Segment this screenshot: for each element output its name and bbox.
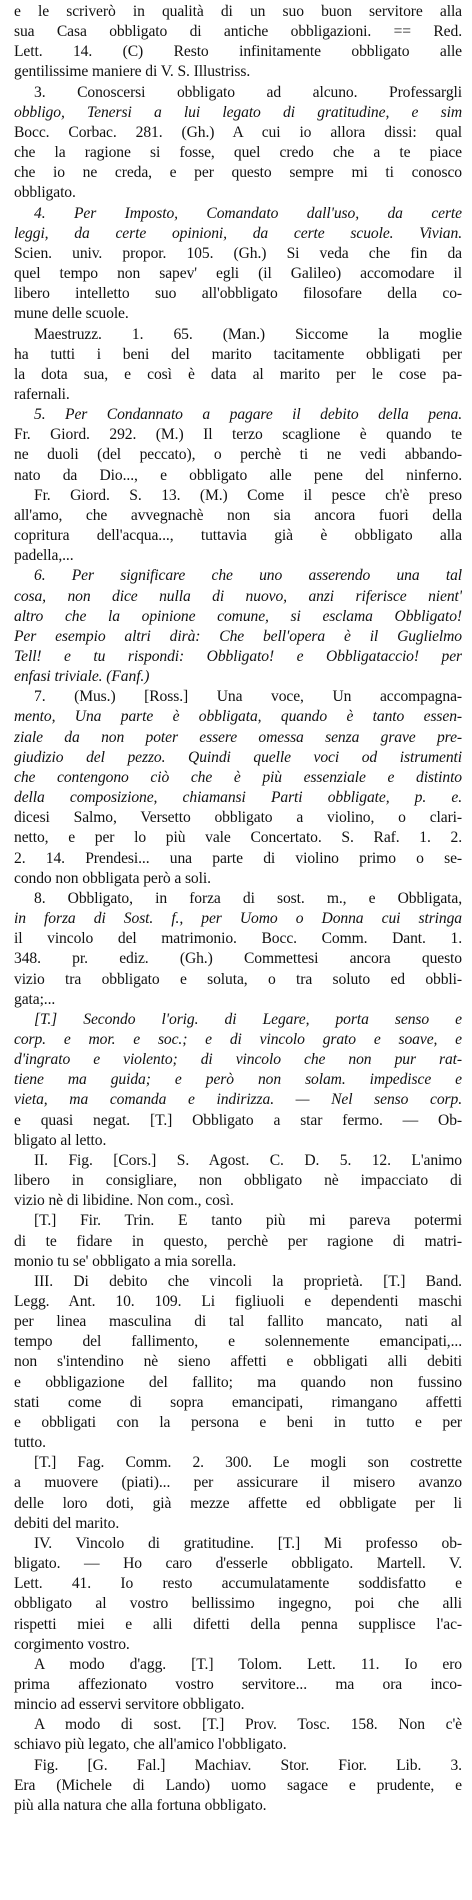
text-line: ziale da non poter essere omessa senza grave pre- <box>14 728 462 746</box>
text-line: che io ne creda, e per questo sempre mi ti conosco <box>14 164 462 182</box>
text-line: Fr. Giord. 292. (M.) Il terzo scaglione è quando te <box>14 426 462 444</box>
text-line: che la ragione si fosse, quel credo che a te piace <box>14 144 462 162</box>
text-line: Lett. 41. Io resto accumulatamente soddisfatto e <box>14 1575 462 1593</box>
sense-4-heading: 4. Per Imposto, Comandato dall'uso, da certe <box>34 204 462 222</box>
text-line: il vincolo del matrimonio. Bocc. Comm. Dant. 1. <box>14 930 462 948</box>
text-line: debiti del marito. <box>14 1514 120 1532</box>
text-line: gata;... <box>14 990 56 1008</box>
text-line: tutto. <box>14 1434 46 1452</box>
text-line: Scien. univ. propor. 105. (Gh.) Si veda che fin da <box>14 244 462 262</box>
text-line: la dota sua, e così è data al marito per le cose pa- <box>14 365 462 383</box>
subsense-line: A modo di sost. [T.] Prov. Tosc. 158. Non c'è <box>34 1716 462 1734</box>
text-line: d'ingrato e violento; di vincolo che non pur rat- <box>14 1051 462 1069</box>
text-line: gentilissime maniere di V. S. Illustriss. <box>14 63 251 81</box>
text-line: enfasi triviale. (Fanf.) <box>14 668 150 686</box>
text-line: stati come di sopra emancipati, rimangano affetti <box>14 1393 462 1411</box>
text-line: dicesi Salmo, Versetto obbligato a violino, o clari- <box>14 809 462 827</box>
citation-line: Maestruzz. 1. 65. (Man.) Siccome la moglie <box>34 325 462 343</box>
text-line: per linea masculina di tal fallito mancato, nati al <box>14 1313 462 1331</box>
text-line: prima affezionato vostro servitore... ma ora inco- <box>14 1675 462 1693</box>
text-line: delle loro doti, già mezze affette ed obbligate per li <box>14 1494 462 1512</box>
text-line: leggi, da certe opinioni, da certe scuole. Vivian. <box>14 224 462 242</box>
sense-8-heading: 8. Obbligato, in forza di sost. m., e Obbligata, <box>34 889 462 907</box>
text-line: monio tu se' obbligato a mia sorella. <box>14 1252 237 1270</box>
text-line: più alla natura che alla fortuna obbligato. <box>14 1796 267 1814</box>
text-line: mincio ad esservi servitore obbligato. <box>14 1696 245 1714</box>
text-line: padella,... <box>14 547 74 565</box>
text-line: all'amo, che avvegnachè non sia ancora fuori della <box>14 506 462 524</box>
tommaseo-note-line: [T.] Secondo l'orig. di Legare, porta senso e <box>34 1010 462 1028</box>
text-line: sua Casa obbligato di antiche obbligazioni. == Red. <box>14 23 462 41</box>
text-line: copritura dell'acqua..., tuttavia già è obbligato alla <box>14 527 462 545</box>
text-line: obbligato al vostro bellissimo ingegno, poi che alli <box>14 1595 462 1613</box>
text-line: vizio tra obbligato e soluta, o tra soluto ed obbli- <box>14 970 462 988</box>
text-line: giudizio del pezzo. Quindi quelle voci od istrumenti <box>14 748 462 766</box>
text-line: e obbligazione del fallito; ma quando non fussino <box>14 1373 462 1391</box>
text-line: Legg. Ant. 10. 109. Li figliuoli e dependenti maschi <box>14 1293 462 1310</box>
text-line: vieta, ma comanda e indirizza. — Nel senso corp. <box>14 1091 462 1109</box>
sense-7-heading: 7. (Mus.) [Ross.] Una voce, Un accompagna- <box>34 688 462 706</box>
text-line: tiene ma guida; e però non solam. impedisce e <box>14 1071 462 1089</box>
text-line: quel tempo non sapev' egli (il Galileo) accomodare il <box>14 265 462 283</box>
text-line: vizio nè di libidine. Non com., così. <box>14 1192 234 1210</box>
text-line: condo non obbligata però a soli. <box>14 869 211 887</box>
sense-5-heading: 5. Per Condannato a pagare il debito della pena. <box>34 406 462 424</box>
text-line: tempo del fallimento, e solennemente emancipati,... <box>14 1333 462 1351</box>
text-line: Lett. 14. (C) Resto infinitamente obbligato alle <box>14 43 462 61</box>
text-line: ne duoli (del peccato), o perchè ti ne vedi abbando- <box>14 446 462 464</box>
text-line: libero in consigliare, non obbligato nè impacciato di <box>14 1172 462 1190</box>
text-line: Per esempio altri dirà: Che bell'opera è il Guglielmo <box>14 627 462 645</box>
text-line: bligato al letto. <box>14 1131 107 1149</box>
sense-iv-heading: IV. Vincolo di gratitudine. [T.] Mi professo ob- <box>34 1534 462 1552</box>
sense-3-heading: 3. Conoscersi obbligato ad alcuno. Professargli <box>34 83 462 101</box>
text-line: schiavo più legato, che all'amico l'obbligato. <box>14 1736 287 1754</box>
text-line: Era (Michele di Lando) uomo sagace e prudente, e <box>14 1776 462 1794</box>
text-line: libero intelletto suo all'obbligato filosofare della co- <box>14 285 462 303</box>
text-line: bligato. — Ho caro d'esserle obbligato. Martell. V. <box>14 1555 462 1573</box>
text-line: ha tutti i beni del marito tacitamente obbligati per <box>14 345 462 363</box>
text-line: obbligo, Tenersi a lui legato di gratitudine, e sim <box>14 103 462 121</box>
text-line: 348. pr. ediz. (Gh.) Commettesi ancora questo <box>14 950 462 968</box>
text-line: rispetti miei e alli difetti della penna supplisce l'ac- <box>14 1615 462 1633</box>
text-line: obbligato. <box>14 184 76 202</box>
text-line: e quasi negat. [T.] Obbligato a star fermo. — Ob- <box>14 1111 462 1129</box>
text-line: e obbligati con la persona e beni in tutto e per <box>14 1413 462 1431</box>
subsense-line: Fig. [G. Fal.] Machiav. Stor. Fior. Lib. 3. <box>34 1756 462 1774</box>
text-line: cosa, non dice nulla di nuovo, anzi riferisce nient' <box>14 587 462 605</box>
sense-6-heading: 6. Per significare che uno asserendo una tal <box>34 567 462 585</box>
entry-obbligato-text <box>14 2 462 1816</box>
text-line: Tell! e tu rispondi: Obbligato! e Obbligataccio! per <box>14 648 462 665</box>
text-line: della composizione, chiamansi Parti obbligate, p. e. <box>14 789 462 807</box>
text-line: di te fidare in questo, perchè per ragione di matri- <box>14 1232 462 1250</box>
text-line: nato da Dio..., e obbligato alle pene del ninferno. <box>14 466 462 484</box>
text-line: mento, Una parte è obbligata, quando è tanto essen- <box>14 708 462 726</box>
text-line: a muovere (piati)... per assicurare il misero avanzo <box>14 1474 462 1492</box>
citation-line: Fr. Giord. S. 13. (M.) Come il pesce ch'è preso <box>34 486 462 504</box>
text-line: Bocc. Corbac. 281. (Gh.) A cui io allora dissi: qual <box>14 123 462 141</box>
subsense-line: A modo d'agg. [T.] Tolom. Lett. 11. Io ero <box>34 1655 462 1673</box>
text-line: in forza di Sost. f., per Uomo o Donna cui stringa <box>14 910 462 928</box>
text-line: 2. 14. Prendesi... una parte di violino primo o se- <box>14 849 462 867</box>
text-line: e le scriverò in qualità di un suo buon servitore alla <box>14 3 462 20</box>
text-line: netto, e per lo più vale Concertato. S. Raf. 1. 2. <box>14 829 462 847</box>
citation-line: [T.] Fir. Trin. E tanto più mi pareva potermi <box>34 1212 462 1230</box>
text-line: non s'intendino nè sieno affetti e obbligati alli debiti <box>14 1353 462 1371</box>
text-line: altro che la opinione comune, si esclama Obbligato! <box>14 607 462 625</box>
text-line: che contengono ciò che è più essenziale e distinto <box>14 768 462 786</box>
sense-ii-heading: II. Fig. [Cors.] S. Agost. C. D. 5. 12. L'animo <box>34 1151 462 1169</box>
text-line: corgimento vostro. <box>14 1635 130 1653</box>
sense-iii-heading: III. Di debito che vincoli la proprietà. [T.] Band. <box>34 1272 462 1290</box>
text-line: rafernali. <box>14 385 70 403</box>
text-line: mune delle scuole. <box>14 305 129 323</box>
citation-line: [T.] Fag. Comm. 2. 300. Le mogli son costrette <box>34 1454 462 1472</box>
text-line: corp. e mor. e soc.; e di vincolo grato e soave, e <box>14 1030 462 1048</box>
